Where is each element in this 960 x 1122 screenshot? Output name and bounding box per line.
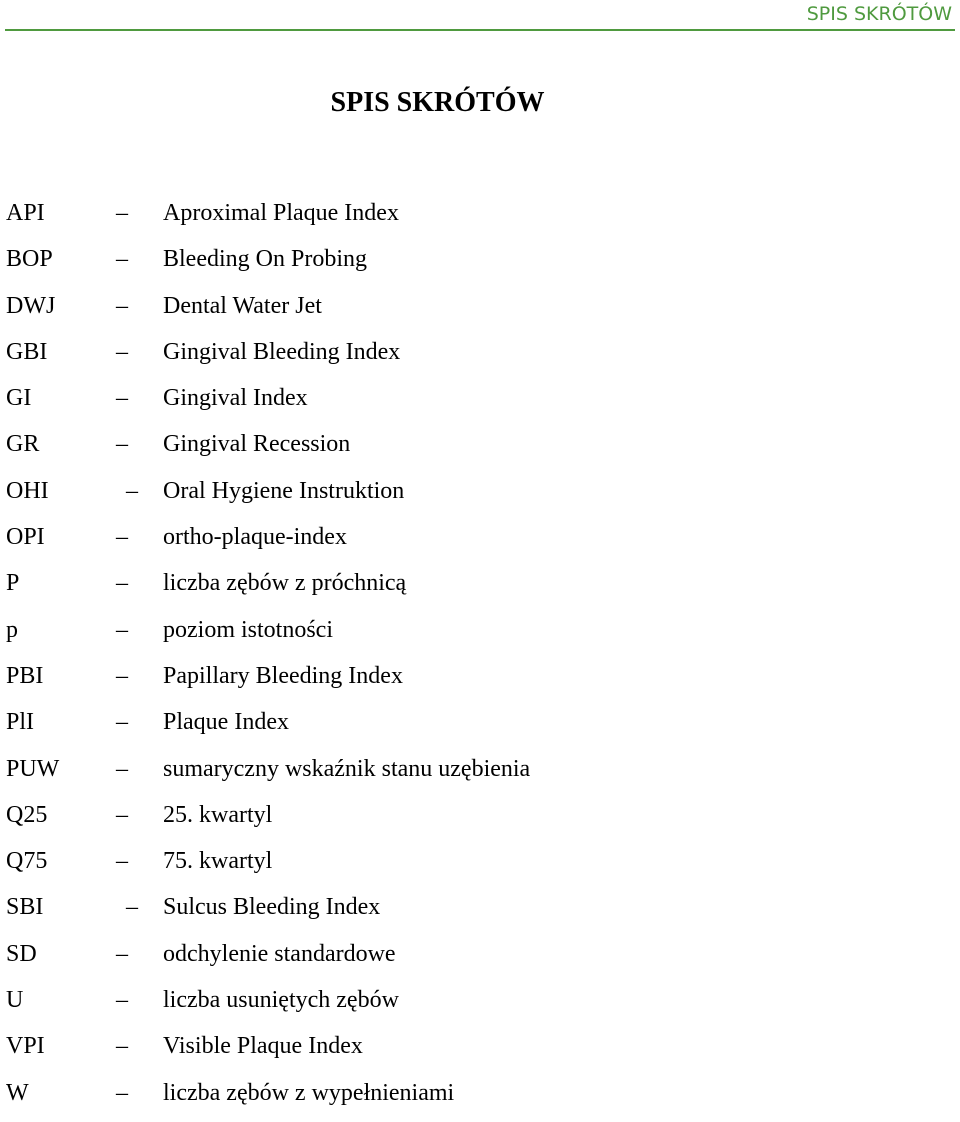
abbreviation-definition: sumaryczny wskaźnik stanu uzębienia: [163, 755, 531, 782]
abbreviation-definition: odchylenie standardowe: [163, 940, 396, 967]
abbreviation-dash: –: [116, 524, 128, 551]
abbreviation-dash: –: [116, 616, 128, 643]
abbreviation-definition: Gingival Bleeding Index: [163, 338, 401, 365]
abbreviation-term: P: [6, 570, 20, 597]
abbreviation-row: [6, 705, 946, 751]
page-title: SPIS SKRÓTÓW: [330, 87, 545, 118]
abbreviation-term: SD: [6, 940, 37, 967]
header-rule: [5, 29, 955, 31]
abbreviation-term: GBI: [6, 338, 48, 365]
abbreviation-term: W: [6, 1079, 29, 1106]
abbreviation-row: [6, 335, 946, 381]
abbreviation-row: [6, 798, 946, 844]
abbreviation-definition: Aproximal Plaque Index: [163, 200, 399, 226]
abbreviation-row: [6, 1076, 946, 1122]
abbreviation-term: SBI: [6, 894, 44, 921]
abbreviation-dash: –: [116, 385, 128, 412]
abbreviation-row: [6, 844, 946, 890]
abbreviation-term: OPI: [6, 524, 45, 551]
abbreviation-definition: Visible Plaque Index: [163, 1033, 363, 1060]
abbreviation-row: [6, 427, 946, 473]
abbreviation-row: [6, 196, 946, 242]
abbreviation-term: PUW: [6, 755, 60, 782]
abbreviation-definition: 75. kwartyl: [163, 848, 273, 875]
abbreviation-row: [6, 937, 946, 983]
abbreviation-term: U: [6, 987, 24, 1014]
abbreviation-dash: –: [116, 662, 128, 689]
abbreviation-dash: –: [116, 570, 128, 597]
abbreviation-term: OHI: [6, 477, 49, 504]
abbreviation-definition: 25. kwartyl: [163, 801, 273, 828]
abbreviation-row: [6, 752, 946, 798]
abbreviation-term: API: [6, 200, 45, 226]
running-header: SPIS SKRÓTÓW: [806, 3, 952, 25]
abbreviation-definition: Gingival Index: [163, 385, 308, 412]
abbreviation-dash: –: [116, 1079, 128, 1106]
abbreviation-dash: –: [116, 801, 128, 828]
abbreviation-term: PlI: [6, 709, 35, 736]
abbreviation-dash: –: [126, 894, 138, 921]
abbreviation-definition: liczba usuniętych zębów: [163, 987, 399, 1014]
abbreviation-dash: –: [116, 940, 128, 967]
abbreviation-definition: ortho-plaque-index: [163, 524, 347, 551]
abbreviation-definition: Dental Water Jet: [163, 292, 322, 319]
abbreviation-definition: Oral Hygiene Instruktion: [163, 477, 405, 504]
abbreviation-row: [6, 520, 946, 566]
abbreviation-term: p: [6, 616, 18, 643]
abbreviation-dash: –: [126, 477, 138, 504]
abbreviation-row: [6, 474, 946, 520]
abbreviation-row: [6, 983, 946, 1029]
abbreviation-dash: –: [116, 987, 128, 1014]
abbreviation-term: PBI: [6, 662, 44, 689]
abbreviation-dash: –: [116, 1033, 128, 1060]
abbreviation-dash: –: [116, 200, 128, 226]
abbreviation-row: [6, 659, 946, 705]
abbreviation-term: Q25: [6, 801, 48, 828]
abbreviation-term: Q75: [6, 848, 48, 875]
abbreviation-dash: –: [116, 292, 128, 319]
abbreviation-dash: –: [116, 709, 128, 736]
abbreviation-definition: liczba zębów z próchnicą: [163, 570, 407, 597]
abbreviation-term: VPI: [6, 1033, 45, 1060]
abbreviation-dash: –: [116, 431, 128, 458]
abbreviation-row: [6, 890, 946, 936]
abbreviation-term: DWJ: [6, 292, 56, 319]
abbreviation-row: [6, 289, 946, 335]
abbreviation-row: [6, 566, 946, 612]
abbreviation-definition: Papillary Bleeding Index: [163, 662, 403, 689]
abbreviation-definition: poziom istotności: [163, 616, 333, 643]
abbreviation-definition: Gingival Recession: [163, 431, 351, 458]
abbreviation-row: [6, 613, 946, 659]
abbreviation-term: GR: [6, 431, 40, 458]
abbreviation-definition: Plaque Index: [163, 709, 289, 736]
abbreviation-term: BOP: [6, 246, 53, 273]
abbreviation-dash: –: [116, 755, 128, 782]
abbreviation-row: [6, 1029, 946, 1075]
abbreviation-dash: –: [116, 848, 128, 875]
abbreviation-definition: liczba zębów z wypełnieniami: [163, 1079, 455, 1106]
abbreviation-dash: –: [116, 338, 128, 365]
abbreviation-row: [6, 242, 946, 288]
abbreviation-dash: –: [116, 246, 128, 273]
abbreviation-definition: Sulcus Bleeding Index: [163, 894, 381, 921]
abbreviation-list: [6, 196, 946, 1122]
abbreviation-term: GI: [6, 385, 32, 412]
abbreviation-definition: Bleeding On Probing: [163, 246, 367, 273]
abbreviation-row: [6, 381, 946, 427]
